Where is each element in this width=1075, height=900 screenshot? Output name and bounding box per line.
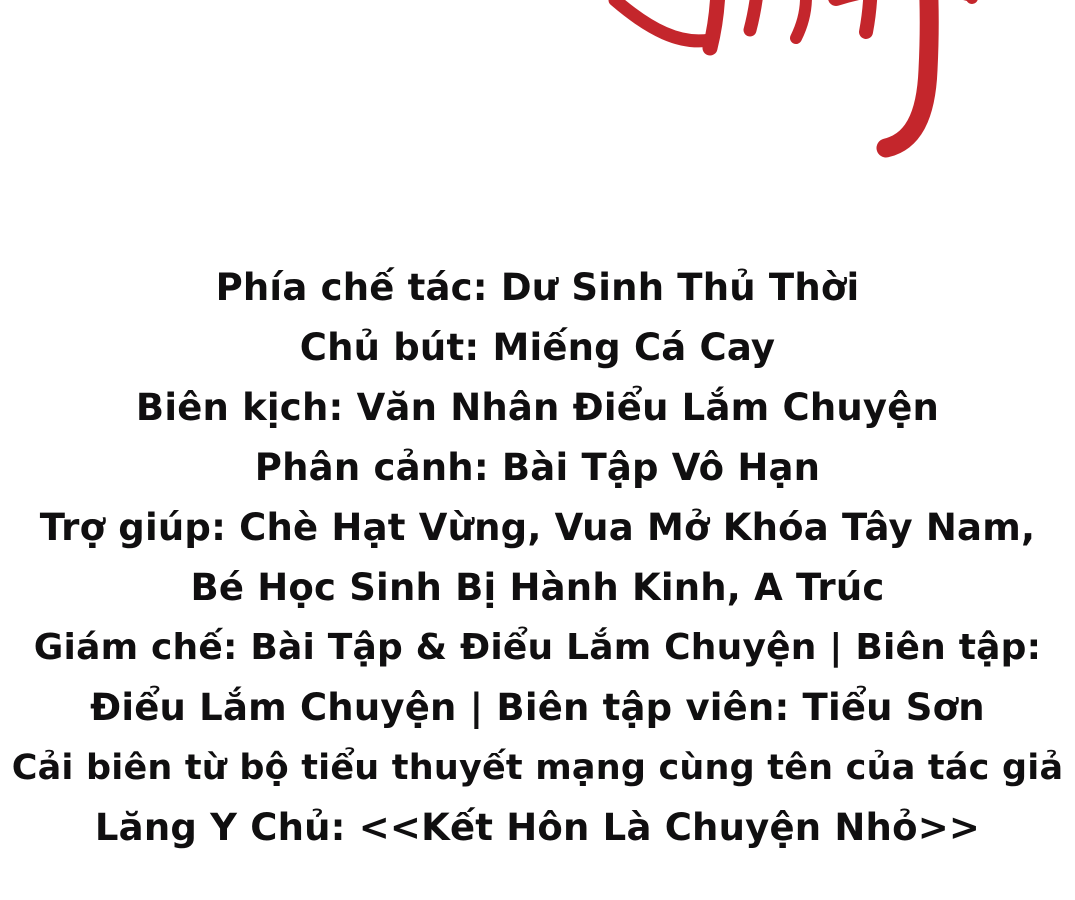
credit-line: Điểu Lắm Chuyện | Biên tập viên: Tiểu Sơn <box>90 686 985 729</box>
credit-line: Cải biên từ bộ tiểu thuyết mạng cùng tên của tác giả <box>11 748 1064 788</box>
credit-line: Phân cảnh: Bài Tập Vô Hạn <box>254 446 821 489</box>
credit-line: Chủ bút: Miếng Cá Cay <box>299 326 776 369</box>
credit-line: Trợ giúp: Chè Hạt Vừng, Vua Mở Khóa Tây Nam, <box>39 506 1036 549</box>
credit-line: Giám chế: Bài Tập & Điểu Lắm Chuyện | Biên tập: <box>33 627 1042 668</box>
credit-line: Bé Học Sinh Bị Hành Kinh, A Trúc <box>190 566 885 609</box>
credit-line: Biên kịch: Văn Nhân Điểu Lắm Chuyện <box>135 386 940 429</box>
red-brush-calligraphy-icon <box>560 0 1030 180</box>
credit-line: Lăng Y Chủ: <<Kết Hôn Là Chuyện Nhỏ>> <box>94 806 981 849</box>
credit-line: Phía chế tác: Dư Sinh Thủ Thời <box>215 266 860 309</box>
credits-text-block <box>0 258 1075 858</box>
